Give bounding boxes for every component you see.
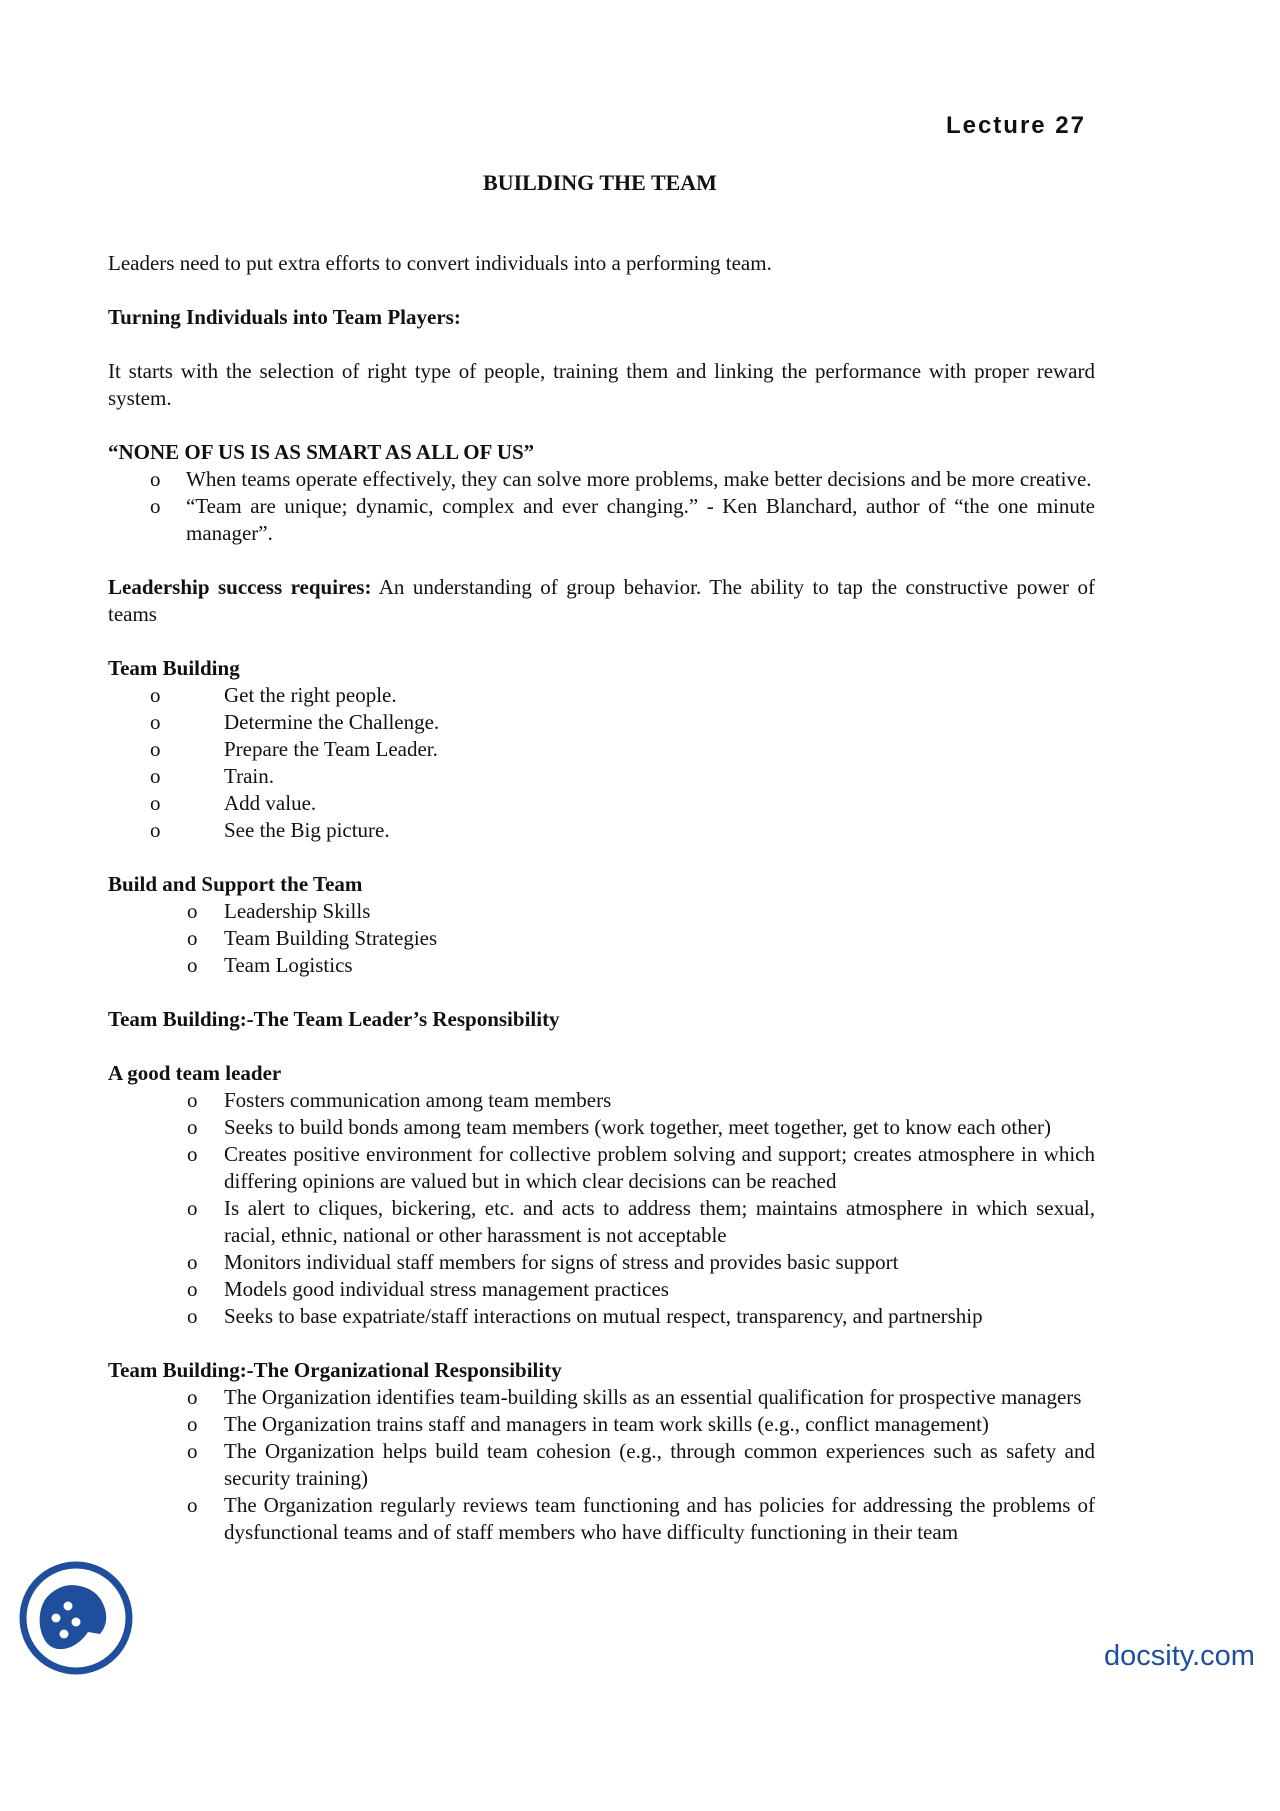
list-item: o When teams operate effectively, they can solve more problems, make better decisions and be more creative. bbox=[150, 467, 1092, 491]
list-item: o Leadership Skills bbox=[187, 899, 371, 923]
list-item: o The Organization regularly reviews team functioning and has policies for addressing the problems of dysfunctional teams and of staff members who have difficulty functioning in their team bbox=[187, 1493, 1095, 1544]
bullet-marker: o bbox=[187, 1196, 198, 1220]
bullet-marker: o bbox=[187, 1088, 198, 1112]
turning-heading: Turning Individuals into Team Players: bbox=[108, 305, 461, 329]
document-title: BUILDING THE TEAM bbox=[483, 170, 717, 195]
bullet-marker: o bbox=[150, 737, 161, 761]
bullet-marker: o bbox=[150, 683, 161, 707]
list-item: o Add value. bbox=[150, 791, 317, 815]
list-item: o Fosters communication among team members bbox=[187, 1088, 612, 1112]
lecture-number: Lecture 27 bbox=[945, 112, 1086, 139]
bullet-marker: o bbox=[187, 926, 198, 950]
build-support-heading: Build and Support the Team bbox=[108, 872, 363, 896]
list-item: o Train. bbox=[150, 764, 274, 788]
list-item: o “Team are unique; dynamic, complex and ever changing.” - Ken Blanchard, author of “the one minute manager”. bbox=[150, 494, 1095, 545]
list-item: o The Organization identifies team-building skills as an essential qualification for prospective managers bbox=[187, 1385, 1082, 1409]
list-item: o Get the right people. bbox=[150, 683, 397, 707]
bullet-marker: o bbox=[187, 1493, 198, 1517]
leadership-text: An understanding of group behavior. The ability to tap the constructive power of teams bbox=[108, 575, 1095, 626]
leadership-paragraph bbox=[108, 574, 1095, 628]
team-building-list bbox=[108, 682, 1095, 844]
bullet-marker: o bbox=[187, 1277, 198, 1301]
docsity-logo-icon bbox=[18, 1560, 134, 1676]
good-leader-heading: A good team leader bbox=[108, 1061, 282, 1085]
bullet-marker: o bbox=[150, 710, 161, 734]
list-item: o The Organization helps build team cohesion (e.g., through common experiences such as safety and security training) bbox=[187, 1439, 1095, 1490]
turning-body: It starts with the selection of right type of people, training them and linking the performance with proper reward system. bbox=[108, 359, 1095, 410]
bullet-marker: o bbox=[187, 1304, 198, 1328]
list-item: o Team Logistics bbox=[187, 953, 353, 977]
bullet-marker: o bbox=[187, 1115, 198, 1139]
bullet-marker: o bbox=[187, 1439, 198, 1463]
list-item: o Seeks to base expatriate/staff interactions on mutual respect, transparency, and partnership bbox=[187, 1304, 983, 1328]
list-item: o Is alert to cliques, bickering, etc. and acts to address them; maintains atmosphere in which sexual, racial, ethnic, national or other harassment is not acceptable bbox=[187, 1196, 1095, 1247]
brand-watermark: docsity.com bbox=[1104, 1640, 1255, 1672]
intro-paragraph: Leaders need to put extra efforts to convert individuals into a performing team. bbox=[108, 251, 772, 275]
bullet-marker: o bbox=[187, 899, 198, 923]
document-body bbox=[108, 250, 1095, 1546]
leader-responsibility-heading: Team Building:-The Team Leader’s Responsibility bbox=[108, 1007, 560, 1031]
quote-heading: “NONE OF US IS AS SMART AS ALL OF US” bbox=[108, 440, 535, 464]
leadership-label: Leadership success requires: bbox=[108, 575, 372, 599]
list-item: o Monitors individual staff members for signs of stress and provides basic support bbox=[187, 1250, 899, 1274]
list-item: o Seeks to build bonds among team members (work together, meet together, get to know each other) bbox=[187, 1115, 1052, 1139]
bullet-marker: o bbox=[187, 1385, 198, 1409]
list-item: o Determine the Challenge. bbox=[150, 710, 440, 734]
list-item: o Team Building Strategies bbox=[187, 926, 438, 950]
org-responsibility-list bbox=[108, 1384, 1095, 1546]
list-item: o Models good individual stress management practices bbox=[187, 1277, 669, 1301]
bullet-marker: o bbox=[187, 1142, 198, 1166]
bullet-marker: o bbox=[187, 953, 198, 977]
list-item: o See the Big picture. bbox=[150, 818, 390, 842]
list-item: o Creates positive environment for collective problem solving and support; creates atmosphere in which differing opinions are valued but in which clear decisions can be reached bbox=[187, 1142, 1095, 1193]
org-responsibility-heading: Team Building:-The Organizational Responsibility bbox=[108, 1358, 562, 1382]
bullet-marker: o bbox=[150, 494, 161, 518]
bullet-marker: o bbox=[150, 791, 161, 815]
list-item: o The Organization trains staff and managers in team work skills (e.g., conflict management) bbox=[187, 1412, 989, 1436]
bullet-marker: o bbox=[187, 1250, 198, 1274]
bullet-marker: o bbox=[150, 764, 161, 788]
good-leader-list bbox=[108, 1087, 1095, 1330]
list-item: o Prepare the Team Leader. bbox=[150, 737, 438, 761]
quote-list bbox=[108, 466, 1095, 547]
team-building-heading: Team Building bbox=[108, 656, 240, 680]
bullet-marker: o bbox=[187, 1412, 198, 1436]
bullet-marker: o bbox=[150, 818, 161, 842]
bullet-marker: o bbox=[150, 467, 161, 491]
build-support-list bbox=[108, 898, 1095, 979]
